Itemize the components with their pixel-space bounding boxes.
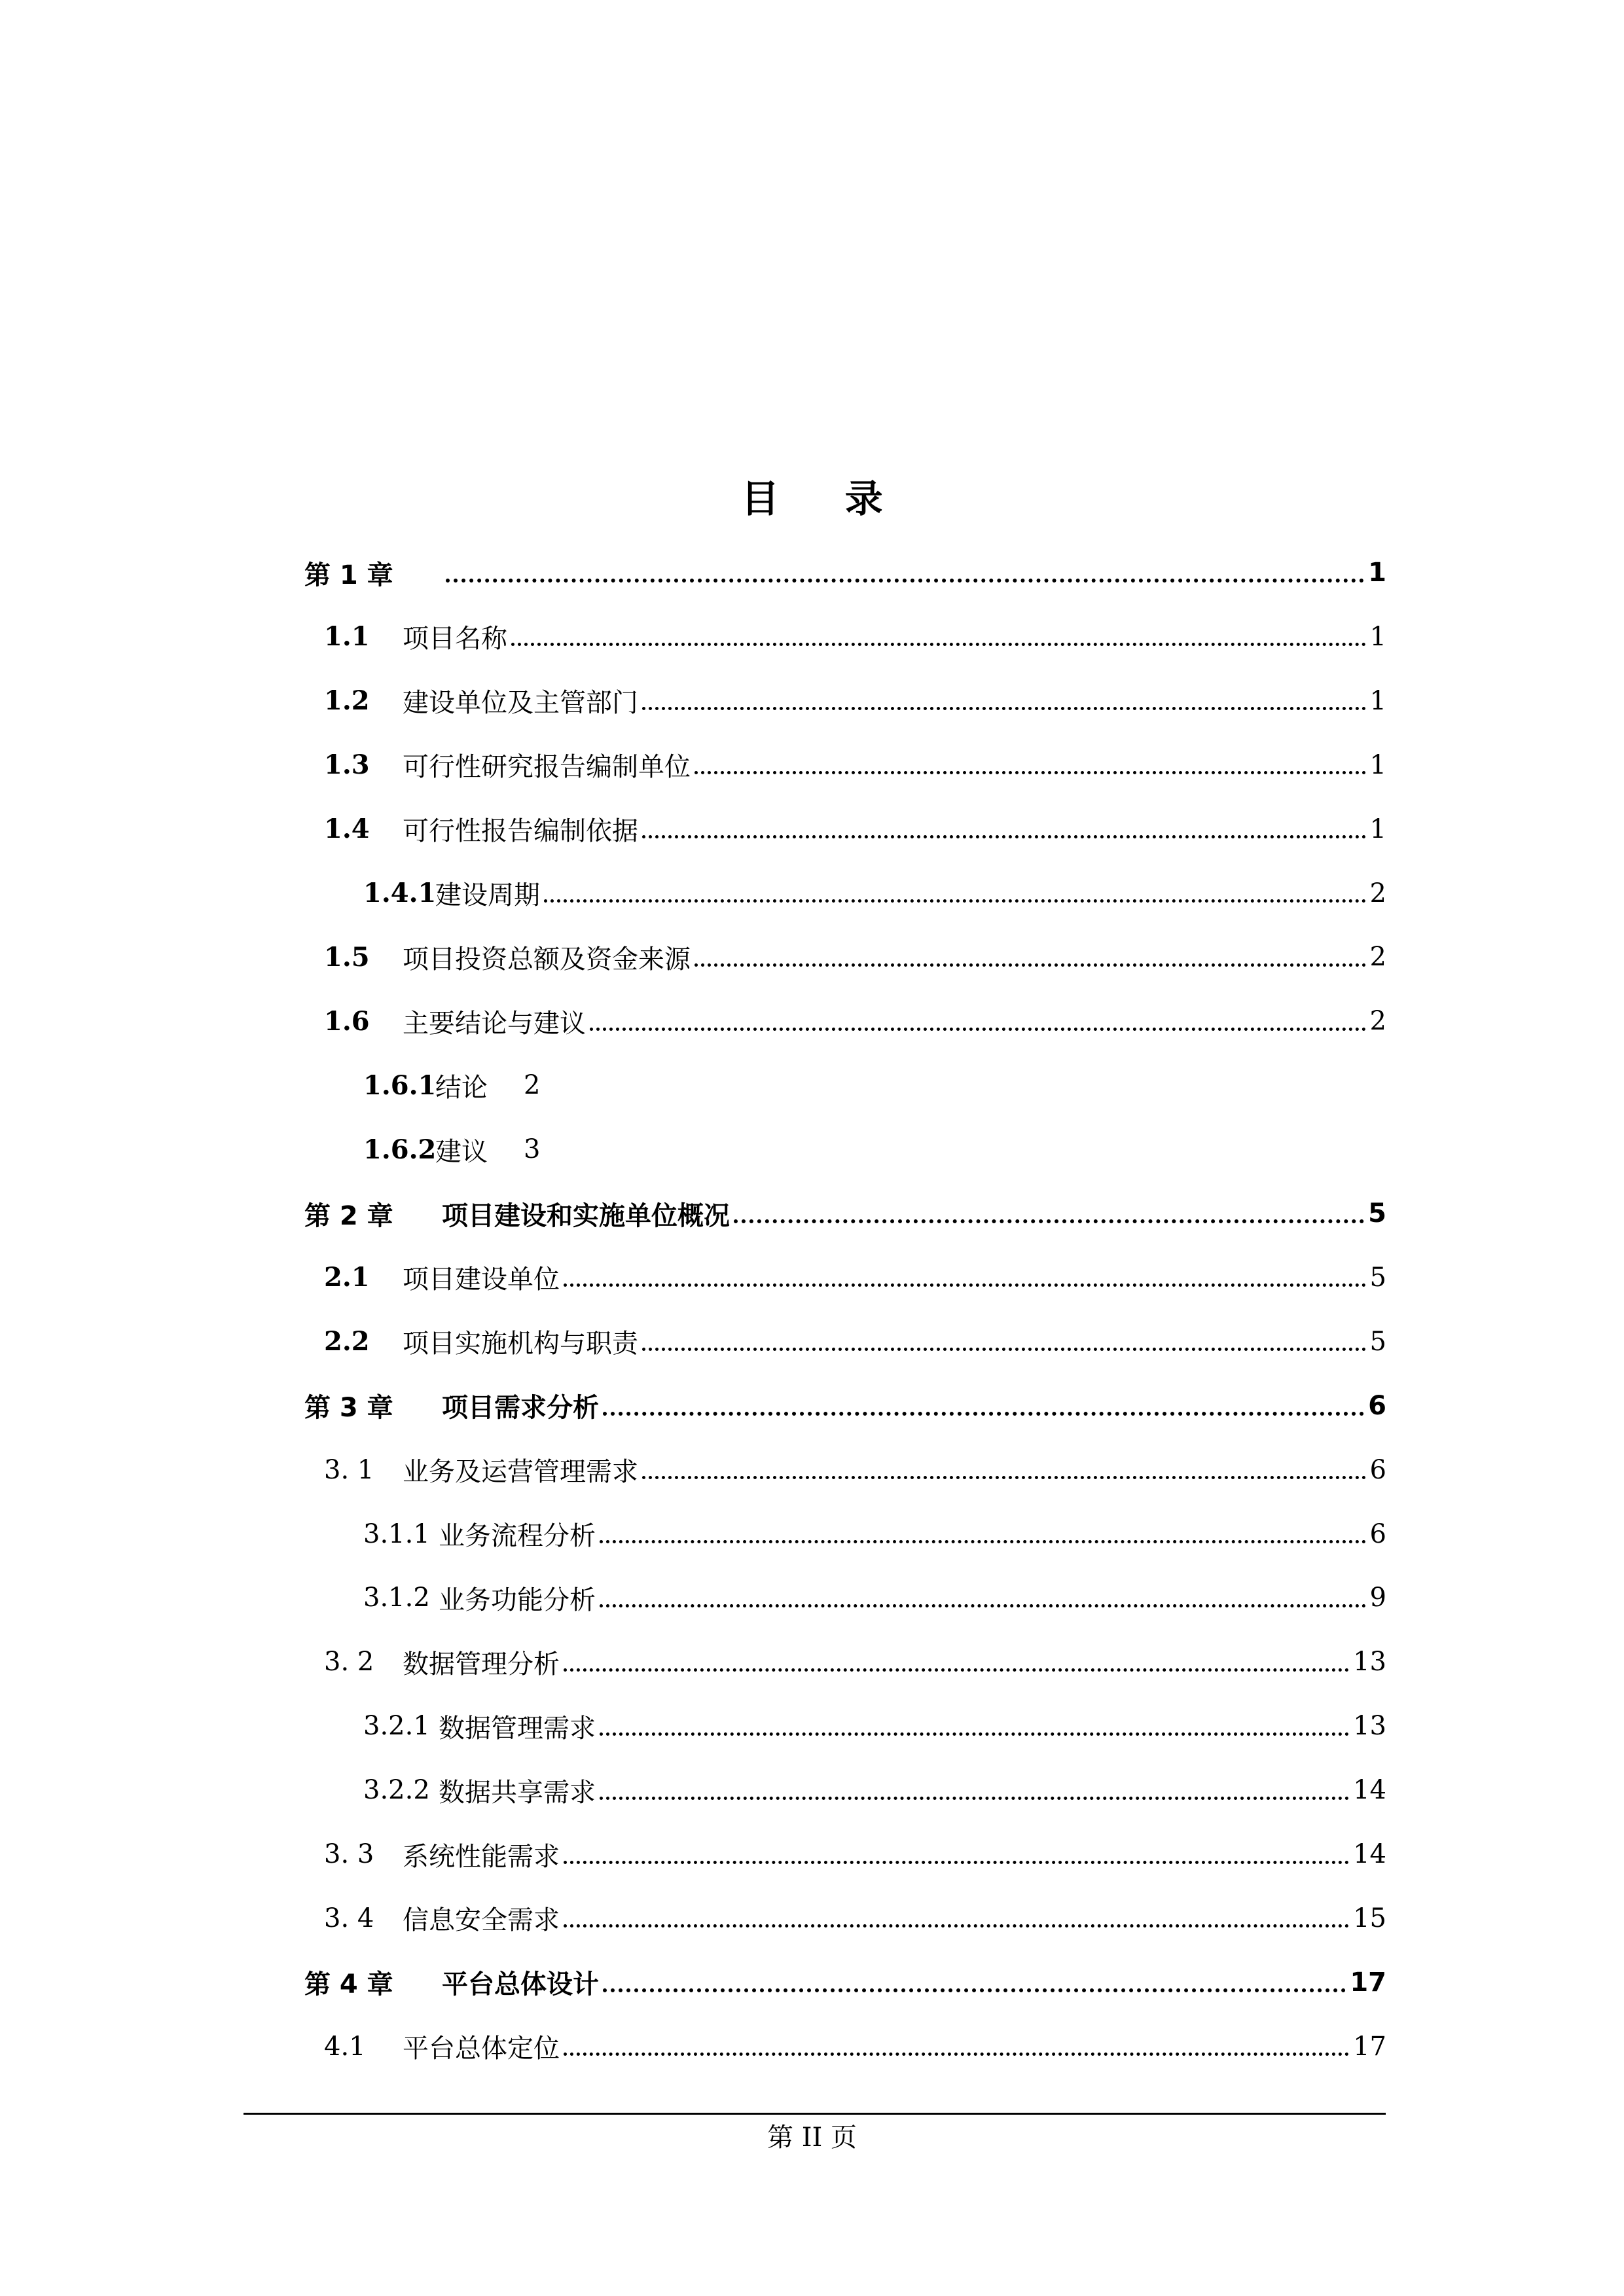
toc-entry[interactable]: [0, 1181, 1386, 1246]
toc-entry[interactable]: [0, 861, 1386, 925]
toc-entry-title: 业务功能分析: [439, 1585, 596, 1615]
toc-entry-title: 项目建设和实施单位概况: [442, 1200, 730, 1231]
toc-entry-number: 1.1: [324, 621, 370, 653]
dot-leader: [600, 1540, 1366, 1543]
dot-leader: [642, 835, 1366, 838]
toc-entry-page: 5: [1368, 1198, 1386, 1229]
toc-entry-number: 2.1: [324, 1262, 370, 1293]
toc-entry-number: 第 4 章: [304, 1969, 393, 2000]
toc-entry-number: 1.6.1: [363, 1069, 437, 1101]
toc-entry-number: 2.2: [324, 1326, 370, 1357]
toc-entry-page: 13: [1353, 1711, 1386, 1742]
dot-leader: [642, 707, 1366, 710]
toc-entry-page: 3: [524, 1134, 541, 1165]
dot-leader: [600, 1797, 1349, 1800]
toc-entry-title: 结论: [435, 1072, 488, 1103]
toc-entry-title: 项目实施机构与职责: [403, 1329, 638, 1359]
dot-leader: [600, 1604, 1366, 1607]
toc-entry-number: 1.6.2: [363, 1134, 437, 1165]
toc-entry-page: 1: [1368, 558, 1386, 588]
toc-entry[interactable]: [0, 1630, 1386, 1694]
toc-entry[interactable]: [0, 1310, 1386, 1374]
toc-entry-page: 2: [524, 1070, 541, 1101]
toc-entry-page: 6: [1369, 1454, 1386, 1485]
dot-leader: [695, 771, 1366, 774]
dot-leader: [544, 899, 1366, 903]
toc-entry-title: 项目投资总额及资金来源: [403, 944, 691, 975]
toc-entry-title: 建设周期: [435, 880, 540, 910]
toc-entry-page: 2: [1369, 1006, 1386, 1037]
toc-entry-page: 1: [1369, 814, 1386, 844]
toc-entry[interactable]: [0, 989, 1386, 1053]
toc-entry-title: 建设单位及主管部门: [403, 688, 638, 719]
dot-leader: [734, 1219, 1364, 1223]
toc-entry-page: 5: [1369, 1326, 1386, 1357]
toc-entry-number: 第 1 章: [304, 560, 393, 590]
toc-entry[interactable]: [0, 925, 1386, 989]
footer-divider: [244, 2113, 1386, 2115]
toc-entry-title: 可行性报告编制依据: [403, 816, 638, 847]
toc-entry[interactable]: [0, 1758, 1386, 1822]
toc-entry-page: 2: [1369, 942, 1386, 973]
toc-entry-title: 业务及运营管理需求: [403, 1457, 638, 1488]
toc-entry[interactable]: [0, 1502, 1386, 1566]
page-footer: 第 II 页: [767, 2123, 857, 2153]
toc-entry-page: 17: [1353, 2031, 1386, 2062]
toc-entry-title: 信息安全需求: [403, 1905, 560, 1936]
toc-entry[interactable]: [0, 1694, 1386, 1758]
dot-leader: [564, 1668, 1349, 1672]
toc-entry-title: 项目名称: [403, 624, 507, 655]
toc-entry[interactable]: [0, 797, 1386, 861]
toc-entry-page: 6: [1368, 1390, 1386, 1421]
toc-entry-title: 主要结论与建议: [403, 1008, 586, 1039]
toc-entry[interactable]: [0, 1566, 1386, 1630]
dot-leader: [564, 1861, 1349, 1864]
dot-leader: [603, 1988, 1346, 1992]
toc-entry[interactable]: [0, 1822, 1386, 1886]
toc-entry-number: 3.1.1: [363, 1518, 430, 1549]
toc-entry-page: 5: [1369, 1262, 1386, 1293]
toc-entry-number: 3.1.2: [363, 1583, 430, 1613]
toc-entry-title: 可行性研究报告编制单位: [403, 752, 691, 783]
toc-entry-number: 1.6: [324, 1005, 370, 1037]
toc-entry-number: 3. 3: [324, 1839, 374, 1869]
toc-entry-title: 业务流程分析: [439, 1521, 596, 1551]
toc-entry-number: 1.4.1: [363, 878, 437, 908]
dot-leader: [603, 1412, 1364, 1416]
toc-entry-page: 14: [1353, 1839, 1386, 1869]
toc-entry[interactable]: [0, 1374, 1386, 1438]
toc-entry[interactable]: [0, 541, 1386, 605]
toc-entry-number: 3. 4: [324, 1903, 374, 1933]
toc-entry-page: 13: [1353, 1647, 1386, 1677]
toc-entry[interactable]: [0, 1117, 1386, 1181]
toc-entry-number: 3.2.1: [363, 1711, 430, 1742]
toc-entry-page: 2: [1369, 878, 1386, 908]
dot-leader: [600, 1732, 1349, 1736]
dot-leader: [564, 1283, 1366, 1287]
toc-entry-title: 数据管理分析: [403, 1649, 560, 1679]
toc-entry-page: 6: [1369, 1518, 1386, 1549]
toc-entry[interactable]: [0, 1246, 1386, 1310]
dot-leader: [642, 1476, 1366, 1479]
toc-entry-page: 9: [1369, 1583, 1386, 1613]
dot-leader: [695, 963, 1366, 967]
toc-entry-number: 1.4: [324, 814, 370, 845]
toc-entry-page: 1: [1369, 749, 1386, 780]
toc-entry-title: 建议: [435, 1136, 488, 1167]
toc-entry-number: 第 3 章: [304, 1393, 393, 1424]
toc-entry-title: 平台总体定位: [403, 2034, 560, 2064]
toc-entry-number: 1.5: [324, 941, 370, 973]
toc-entry[interactable]: [0, 1053, 1386, 1117]
dot-leader: [446, 579, 1364, 583]
toc-entry-number: 1.3: [324, 749, 370, 781]
toc-entry-page: 15: [1353, 1903, 1386, 1933]
toc-entry[interactable]: [0, 669, 1386, 733]
toc-entry-number: 3.2.2: [363, 1775, 430, 1806]
toc-entry-title: 系统性能需求: [403, 1841, 560, 1872]
dot-leader: [564, 2053, 1349, 2056]
toc-entry-page: 1: [1369, 621, 1386, 652]
dot-leader: [642, 1348, 1366, 1351]
toc-entry-title: 平台总体设计: [442, 1969, 599, 2000]
dot-leader: [511, 643, 1366, 646]
toc-entry-number: 3. 1: [324, 1454, 374, 1485]
toc-entry-number: 4.1: [324, 2031, 366, 2062]
toc-entry[interactable]: [0, 733, 1386, 797]
toc-entry-title: 项目建设单位: [403, 1265, 560, 1295]
toc-entry-page: 1: [1369, 685, 1386, 716]
toc-entry-title: 项目需求分析: [442, 1393, 599, 1424]
toc-entry-number: 第 2 章: [304, 1200, 393, 1231]
toc-entry-number: 3. 2: [324, 1647, 374, 1677]
dot-leader: [564, 1924, 1349, 1928]
toc-entry[interactable]: [0, 1886, 1386, 1950]
toc-entry[interactable]: [0, 1438, 1386, 1502]
toc-entry-page: 17: [1350, 1967, 1386, 1998]
toc-title: 目 录: [741, 476, 909, 521]
toc-entry[interactable]: [0, 2015, 1386, 2079]
dot-leader: [590, 1028, 1366, 1031]
toc-entry-number: 1.2: [324, 685, 370, 717]
toc-entry-title: 数据管理需求: [439, 1713, 596, 1744]
toc-entry[interactable]: [0, 605, 1386, 669]
toc-entry-page: 14: [1353, 1775, 1386, 1806]
toc-entry-title: 数据共享需求: [439, 1777, 596, 1808]
toc-entry[interactable]: [0, 1950, 1386, 2015]
